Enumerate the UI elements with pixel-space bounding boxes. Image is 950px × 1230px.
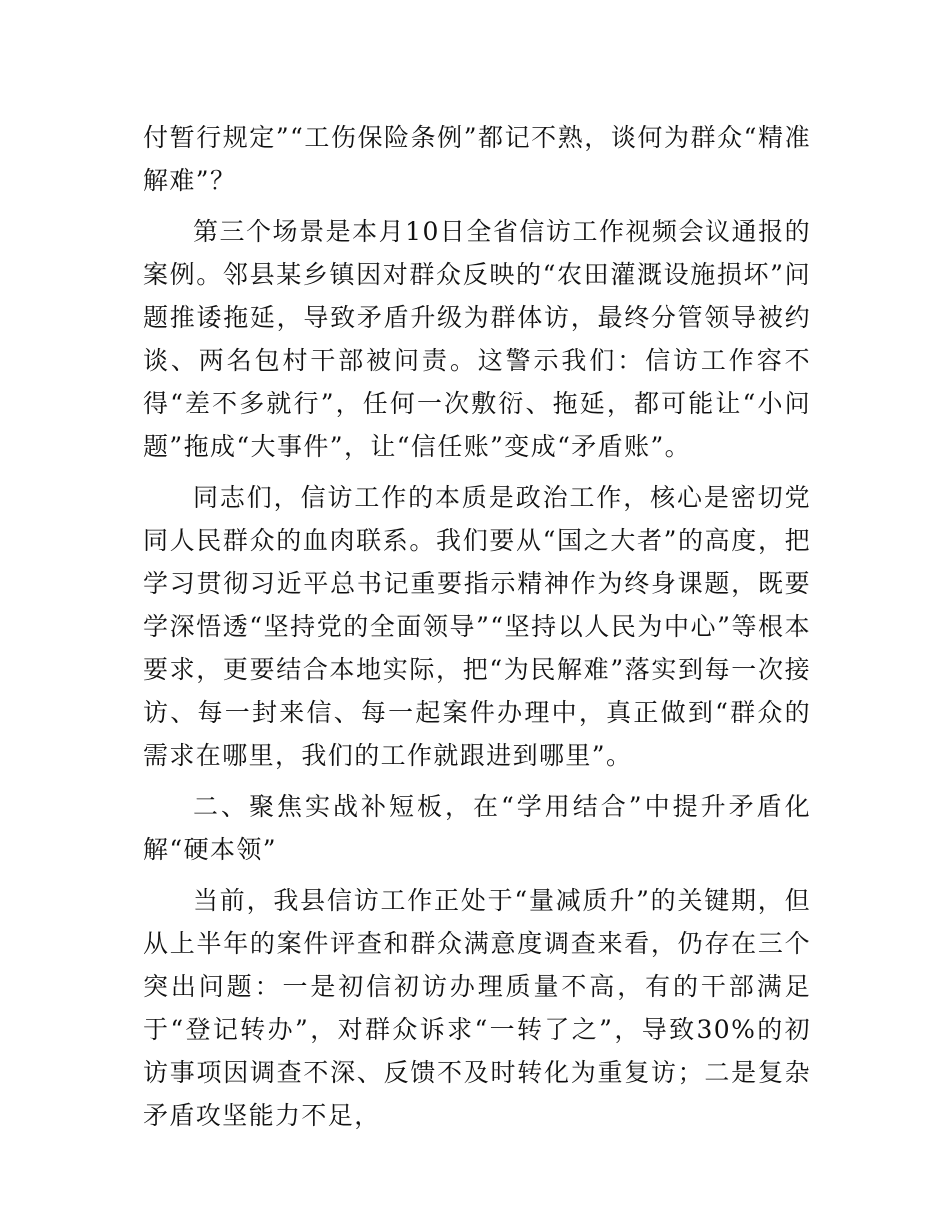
- section-heading-two: 二、聚焦实战补短板，在“学用结合”中提升矛盾化解“硬本领”: [143, 792, 811, 864]
- paragraph-continuation: 付暂行规定”“工伤保险条例”都记不熟，谈何为群众“精准解难”？: [143, 123, 811, 195]
- paragraph-current-situation: 当前，我县信访工作正处于“量减质升”的关键期，但从上半年的案件评查和群众满意度调查来看，仍存在三个突出问题：一是初信初访办理质量不高，有的干部满足于“登记转办”，对群众诉求“一转了之”，导致30%的初访事项因调查不深、反馈不及时转化为重复访；二是复杂矛盾攻坚能力不足，: [143, 886, 811, 1130]
- paragraph-third-scenario: 第三个场景是本月10日全省信访工作视频会议通报的案例。邻县某乡镇因对群众反映的“农田灌溉设施损坏”问题推诿拖延，导致矛盾升级为群体访，最终分管领导被约谈、两名包村干部被问责。这警示我们：信访工作容不得“差不多就行”，任何一次敷衍、拖延，都可能让“小问题”拖成“大事件”，让“信任账”变成“矛盾账”。: [143, 217, 811, 461]
- document-body: [143, 116, 811, 1145]
- paragraph-comrades: 同志们，信访工作的本质是政治工作，核心是密切党同人民群众的血肉联系。我们要从“国之大者”的高度，把学习贯彻习近平总书记重要指示精神作为终身课题，既要学深悟透“坚持党的全面领导”“坚持以人民为中心”等根本要求，更要结合本地实际，把“为民解难”落实到每一次接访、每一封来信、每一起案件办理中，真正做到“群众的需求在哪里，我们的工作就跟进到哪里”。: [143, 483, 811, 770]
